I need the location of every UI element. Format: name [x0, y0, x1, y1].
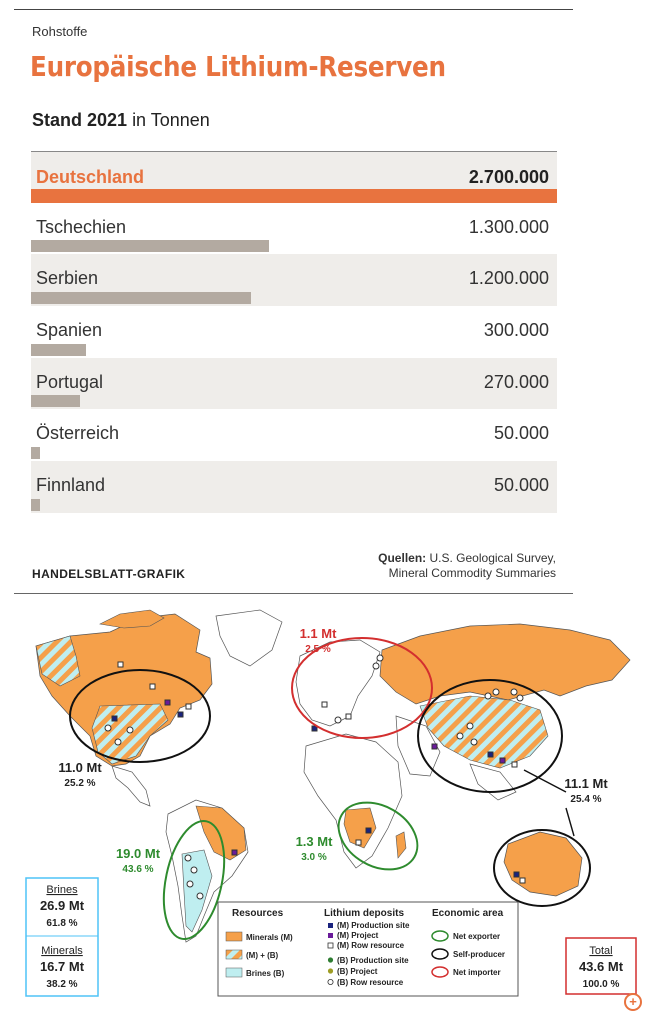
- legend-resource-0: Minerals (M): [246, 933, 293, 942]
- legend-economic-2: Net importer: [453, 968, 501, 977]
- table-row: [31, 151, 557, 203]
- region-sa-value: 19.0 Mt: [115, 846, 161, 861]
- country-label: Deutschland: [36, 167, 145, 187]
- minerals-label: Minerals: [41, 945, 83, 957]
- legend-deposit-4: (B) Project: [337, 967, 378, 976]
- legend-deposit-5: (B) Row resource: [337, 978, 404, 987]
- country-label: Finnland: [36, 475, 106, 496]
- chart-subtitle: [32, 110, 210, 131]
- subtitle-date: Stand 2021: [32, 110, 128, 130]
- value-label: 50.000: [493, 475, 549, 496]
- total-label: Total: [589, 945, 613, 957]
- legend-resource-1: (M) + (B): [246, 951, 279, 960]
- bar-table: [31, 151, 557, 513]
- bar: [31, 189, 557, 203]
- brines-pct: 61.8 %: [46, 918, 78, 929]
- table-row: [31, 306, 557, 358]
- legend-deposit-3: (B) Production site: [337, 956, 409, 965]
- total-pct: 100.0 %: [582, 979, 620, 990]
- brines-value: 26.9 Mt: [39, 898, 85, 913]
- total-box: [566, 938, 636, 994]
- country-label: Spanien: [36, 320, 103, 341]
- legend-resources-title: Resources: [232, 908, 284, 919]
- source-line-1: U.S. Geological Survey,: [429, 551, 556, 565]
- region-na-pct: 25.2 %: [64, 778, 96, 789]
- region-eu-pct: 2.5 %: [305, 644, 331, 655]
- table-row: [31, 409, 557, 461]
- region-asia-value: 11.1 Mt: [564, 776, 608, 791]
- table-row: [31, 358, 557, 410]
- legend-resource-2: Brines (B): [246, 969, 285, 978]
- legend-economic-0: Net exporter: [453, 932, 501, 941]
- brand-label: HANDELSBLATT-GRAFIK: [32, 567, 186, 581]
- region-af-pct: 3.0 %: [301, 852, 327, 863]
- value-label: 1.200.000: [468, 268, 549, 289]
- value-label: 270.000: [483, 371, 549, 392]
- bottom-rule: [14, 593, 573, 594]
- top-rule: [14, 9, 573, 10]
- subtitle-unit: in Tonnen: [132, 110, 210, 130]
- bar: [31, 240, 269, 252]
- legend-deposit-1: (M) Project: [337, 931, 379, 940]
- bar: [31, 344, 86, 356]
- map-legend: [218, 902, 518, 996]
- legend-deposits-title: Lithium deposits: [324, 908, 404, 919]
- region-na-value: 11.0 Mt: [58, 760, 102, 775]
- table-row: [31, 203, 557, 255]
- zoom-in-icon[interactable]: +: [624, 993, 642, 1011]
- country-label: Österreich: [36, 423, 120, 444]
- legend-economic-title: Economic area: [432, 908, 504, 919]
- value-label: 300.000: [483, 320, 549, 341]
- country-label: Portugal: [36, 371, 104, 392]
- source-note: [378, 551, 556, 581]
- legend-economic-1: Self-producer: [453, 950, 506, 959]
- minerals-value: 16.7 Mt: [39, 959, 85, 974]
- legend-deposit-0: (M) Production site: [337, 921, 410, 930]
- value-label: 1.300.000: [468, 216, 549, 237]
- bar: [31, 292, 251, 304]
- chart-title: Europäische Lithium-Reserven: [30, 50, 446, 83]
- world-lithium-map: [0, 596, 650, 1017]
- brines-minerals-box: [26, 878, 98, 996]
- legend-deposit-2: (M) Row resource: [337, 941, 405, 950]
- region-asia-pct: 25.4 %: [570, 794, 602, 805]
- brines-label: Brines: [46, 884, 78, 896]
- value-label: 2.700.000: [468, 167, 549, 187]
- kicker: Rohstoffe: [32, 24, 88, 39]
- table-row: [31, 254, 557, 306]
- region-sa-pct: 43.6 %: [122, 864, 154, 875]
- total-value: 43.6 Mt: [578, 959, 624, 974]
- source-line-2: Mineral Commodity Summaries: [388, 566, 556, 580]
- bar: [31, 395, 80, 407]
- value-label: 50.000: [493, 423, 549, 444]
- table-row: [31, 461, 557, 513]
- source-label: Quellen:: [378, 551, 427, 565]
- country-label: Serbien: [36, 268, 99, 289]
- minerals-pct: 38.2 %: [46, 979, 78, 990]
- country-label: Tschechien: [36, 216, 127, 237]
- region-af-value: 1.3 Mt: [295, 834, 333, 849]
- bar: [31, 499, 40, 511]
- region-eu-value: 1.1 Mt: [299, 626, 337, 641]
- bar: [31, 447, 40, 459]
